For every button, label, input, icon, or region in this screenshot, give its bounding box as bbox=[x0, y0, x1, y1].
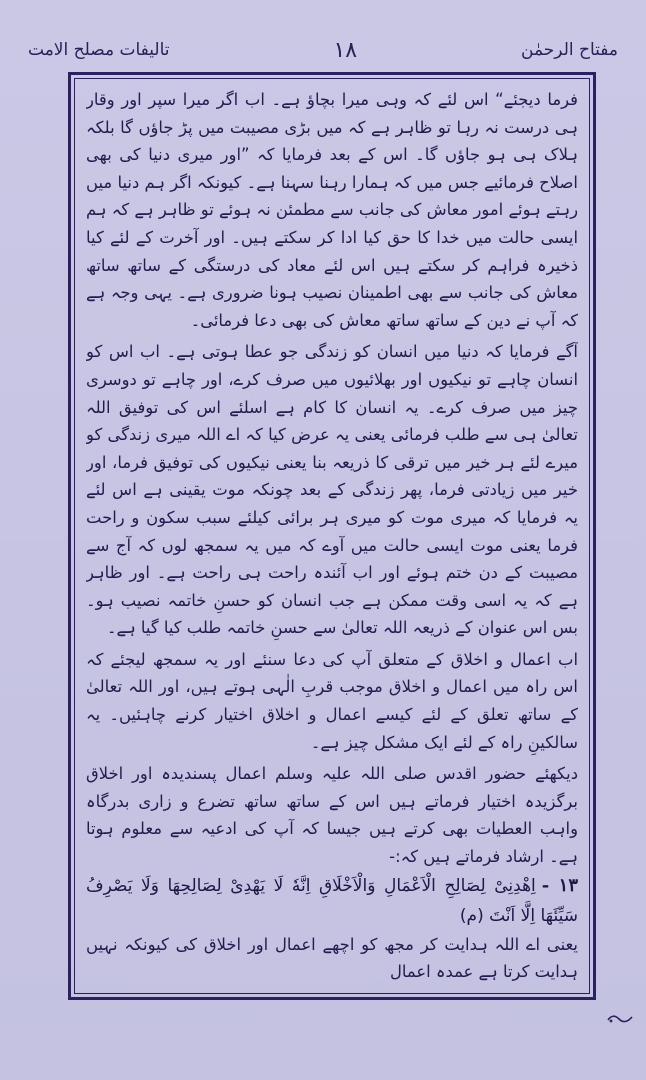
paragraph-4: دیکھئے حضور اقدس صلی اللہ علیہ وسلم اعمال پسندیدہ اور اخلاق برگزیدہ اختیار فرماتے ہیں اس کے ساتھ ساتھ تضرع و زاری بدرگاہ واہب العطیات بھی کرتے ہیں جیسا کہ آپ کی ادعیہ سے معلوم ہوتا ہے۔ ارشاد فرماتے ہیں کہ:- bbox=[86, 764, 578, 867]
page-header bbox=[28, 30, 618, 70]
paragraph-2: آگے فرمایا کہ دنیا میں انسان کو زندگی جو عطا ہوتی ہے۔ اب اس کو انسان چاہے تو نیکیوں اور بھلائیوں میں صرف کرے، اور چاہے تو دوسری چیز میں صرف کرے۔ یہ انسان کا کام ہے اسلئے اس کی توفیق اللہ تعالیٰ ہی سے طلب فرمائی یعنی یہ عرض کیا کہ اے اللہ میری زندگی کو میرے لئے ہر خیر میں ترقی کا ذریعہ بنا یعنی نیکیوں کی توفیق فرما، اور خیر میں زیادتی فرما، پھر زندگی کے بعد چونکہ موت یقینی ہے اس لئے یہ فرمایا کہ میری موت کو میری ہر برائی کیلئے سبب سکون و راحت فرما یعنی موت ایسی حالت میں آوے کہ میں یہ سمجھ لوں کہ آج سے مصیبت کے دن ختم ہوئے اور اب آئندہ راحت ہی راحت ہے۔ اور ظاہر ہے کہ یہ اسی وقت ممکن ہے جب انسان کو حسنِ خاتمہ نصیب ہو۔ بس اس عنوان کے ذریعہ اللہ تعالیٰ سے حسنِ خاتمہ طلب کیا گیا ہے۔ bbox=[86, 342, 578, 638]
running-title-left: تالیفات مصلح الامت bbox=[28, 40, 170, 60]
page-number: ۱۸ bbox=[333, 37, 358, 63]
dua-arabic-text: اِهْدِنِیْ لِصَالِحِ الْاَعْمَالِ وَالْاَخْلَاقِ اِنَّهٗ لَا یَهْدِیْ لِصَالِحِهَا وَلَا یَصْرِفُ سَیِّئَهَا اِلَّا اَنْتَ (م) bbox=[86, 875, 578, 926]
flourish-icon bbox=[606, 1012, 634, 1024]
paragraph-3: اب اعمال و اخلاق کے متعلق آپ کی دعا سنئے اور یہ سمجھ لیجئے کہ اس راہ میں اعمال و اخلاق موجب قربِ الٰہی ہوتے ہیں، اور اللہ تعالیٰ کے ساتھ تعلق کے لئے کیسے اعمال و اخلاق اختیار کرنے چاہئیں۔ یہ سالکینِ راہ کے لئے ایک مشکل چیز ہے۔ bbox=[86, 649, 578, 752]
dua-translation: یعنی اے اللہ ہدایت کر مجھ کو اچھے اعمال اور اخلاق کی کیونکہ نہیں ہدایت کرتا ہے عمدہ اعمال bbox=[86, 934, 578, 982]
running-title-right: مفتاح الرحمٰن bbox=[521, 40, 618, 60]
paragraph-1: فرما دیجئے“ اس لئے کہ وہی میرا بچاؤ ہے۔ اب اگر میرا سپر اور وقار ہی درست نہ رہا تو ظاہر ہے کہ میں بڑی مصیبت میں پڑ جاؤں گا بلکہ ہلاک ہی ہو جاؤں گا۔ اس کے بعد فرمایا کہ ”اور میری دنیا کی بھی اصلاح فرمائیے جس میں کہ ہمارا رہنا سہنا ہے۔ کیونکہ اگر ہم دنیا میں رہتے ہوئے امور معاش کی جانب سے مطمئن نہ ہوئے تو ظاہر ہے کہ ہم ایسی حالت میں خدا کا حق کیا ادا کر سکتے ہیں۔ اور آخرت کے لئے کیا ذخیرہ فراہم کر سکتے ہیں اس لئے معاد کی درستگی کے ساتھ ساتھ معاش کی جانب سے بھی اطمینان نصیب ہونا ضروری ہے۔ یہی وجہ ہے کہ آپ نے دین کے ساتھ ساتھ معاش کی بھی دعا فرمائی۔ bbox=[86, 90, 578, 330]
dua-block bbox=[86, 871, 578, 931]
text-body bbox=[86, 86, 578, 986]
dua-number: ۱۳ - bbox=[541, 874, 578, 896]
